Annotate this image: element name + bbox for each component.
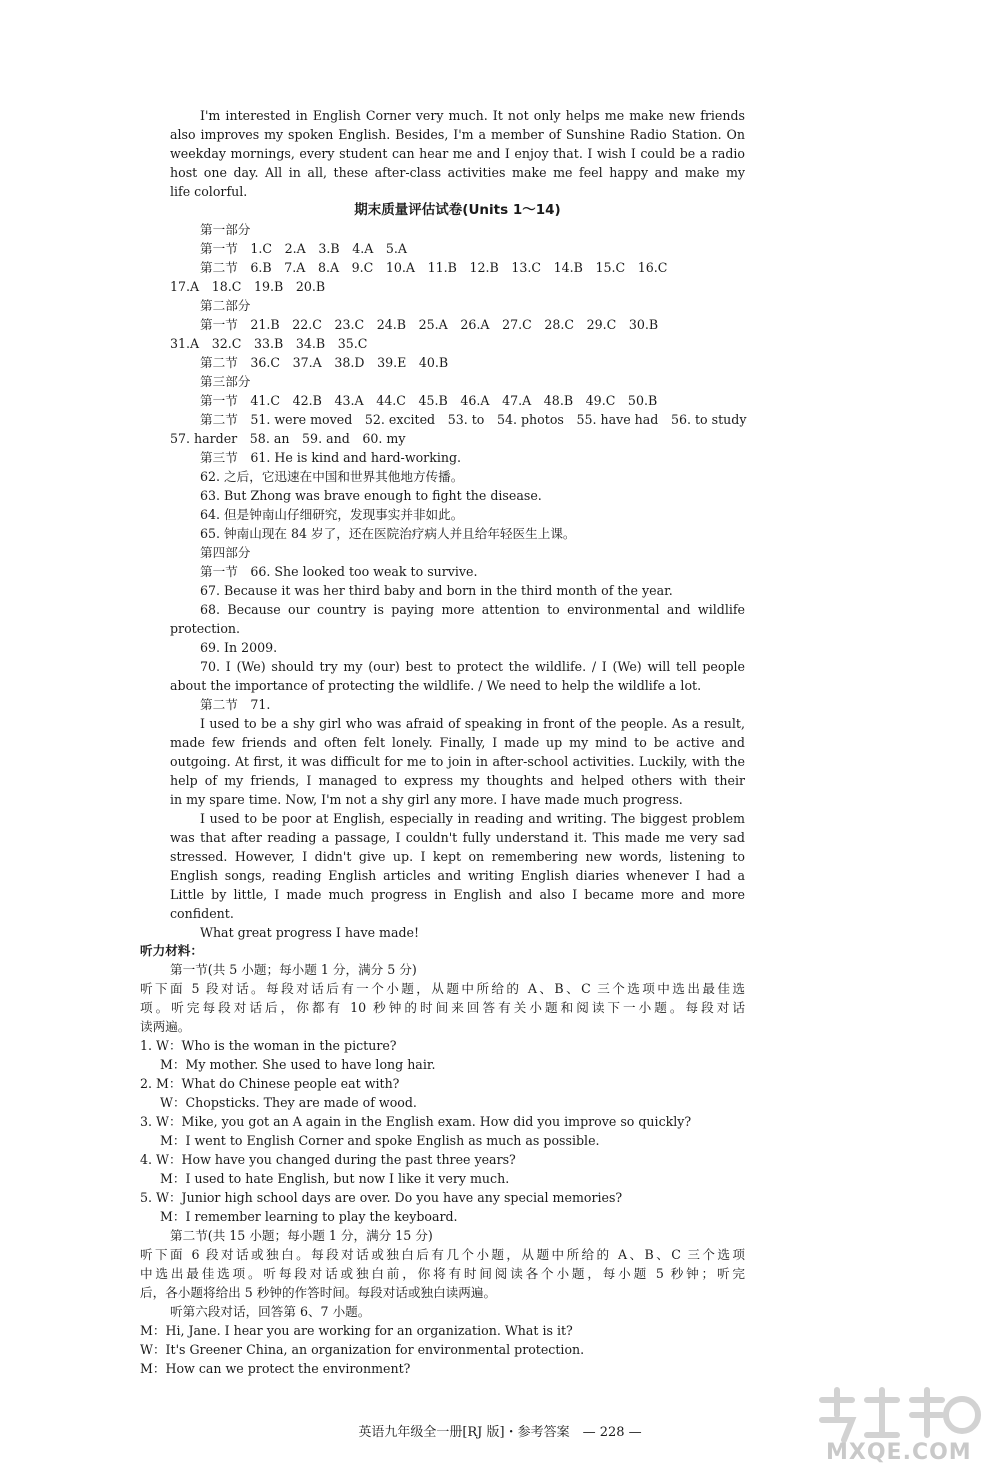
- conversation-line: M：Hi, Jane. I hear you are working for an organization. What is it?: [140, 1323, 573, 1338]
- essay-line: help of my friends, I managed to express my thoughts and helped others with their: [170, 773, 745, 788]
- watermark-text: MXQE.COM: [826, 1440, 972, 1465]
- intro-line: weekday mornings, every student can hear me and I enjoy that. I wish I could be a radio: [170, 146, 745, 161]
- part1-sec2: 第二节 6.B 7.A 8.A 9.C 10.A 11.B 12.B 13.C 14.B 15.C 16.C: [200, 260, 668, 275]
- essay-line: I used to be a shy girl who was afraid of speaking in front of the people. As a result,: [200, 716, 745, 731]
- part1-sec1: 第一节 1.C 2.A 3.B 4.A 5.A: [200, 241, 408, 256]
- intro-line: I'm interested in English Corner very much. It not only helps me make new friends: [200, 108, 745, 123]
- dialog-question: 4. W：How have you changed during the past three years?: [140, 1152, 516, 1167]
- sixth-dialog-note: 听第六段对话，回答第 6、7 小题。: [170, 1304, 371, 1319]
- essay-line: outgoing. At first, it was difficult for me to join in after-school activities. Luckily, with the: [170, 754, 745, 769]
- essay-closing: What great progress I have made!: [200, 925, 420, 940]
- dialog-answer: M：I used to hate English, but now I like it very much.: [160, 1171, 510, 1186]
- dialog-answer: M：I remember learning to play the keyboard.: [160, 1209, 458, 1224]
- part1-label: 第一部分: [200, 222, 251, 237]
- listening-instruction: 后，各小题将给出 5 秒钟的作答时间。每段对话或独白读两遍。: [140, 1285, 497, 1300]
- part3-sec3: 第三节 61. He is kind and hard-working.: [200, 450, 462, 465]
- essay-line: confident.: [170, 906, 234, 921]
- listening-sec2: 第二节(共 15 小题；每小题 1 分，满分 15 分): [170, 1228, 433, 1243]
- part2-label: 第二部分: [200, 298, 251, 313]
- conversation-line: M：How can we protect the environment?: [140, 1361, 411, 1376]
- answer-68-cont: protection.: [170, 621, 241, 636]
- answer-62: 62. 之后，它迅速在中国和世界其他地方传播。: [200, 469, 464, 484]
- page-footer: 英语九年级全一册[RJ 版]・参考答案 — 228 —: [358, 1425, 642, 1440]
- listening-sec1: 第一节(共 5 小题；每小题 1 分，满分 5 分): [170, 962, 417, 977]
- part2-sec1-cont: 31.A 32.C 33.B 34.B 35.C: [170, 336, 368, 351]
- part2-sec2: 第二节 36.C 37.A 38.D 39.E 40.B: [200, 355, 449, 370]
- answer-65: 65. 钟南山现在 84 岁了，还在医院治疗病人并且给年轻医生上课。: [200, 526, 576, 541]
- answer-70: 70. I (We) should try my (our) best to protect the wildlife. / I (We) will tell people: [200, 659, 745, 674]
- listening-section: [140, 941, 745, 1378]
- conversation-line: W：It's Greener China, an organization for environmental protection.: [140, 1342, 585, 1357]
- answer-67: 67. Because it was her third baby and born in the third month of the year.: [200, 583, 673, 598]
- answer-63: 63. But Zhong was brave enough to fight the disease.: [200, 488, 542, 503]
- answer-68: 68. Because our country is paying more attention to environmental and wildlife: [200, 602, 745, 617]
- intro-line: life colorful.: [170, 184, 248, 199]
- part2-sec1: 第一节 21.B 22.C 23.C 24.B 25.A 26.A 27.C 28.C 29.C 30.B: [200, 317, 659, 332]
- dialog-question: 3. W：Mike, you got an A again in the English exam. How did you improve so quickly?: [140, 1114, 692, 1129]
- intro-line: host one day. All in all, these after-class activities make me feel happy and make my: [170, 165, 745, 180]
- essay-line: stressed. However, I didn't give up. I kept on remembering new words, listening to: [170, 849, 745, 864]
- exam-heading: 期末质量评估试卷(Units 1～14): [354, 202, 561, 218]
- listening-label: 听力材料：: [140, 943, 203, 958]
- essay-line: in my spare time. Now, I'm not a shy girl any more. I have made much progress.: [170, 792, 683, 807]
- part4-sec1: 第一节 66. She looked too weak to survive.: [200, 564, 478, 579]
- listening-instruction: 项。听完每段对话后，你都有 10 秒钟的时间来回答有关小题和阅读下一小题。每段对话: [140, 1000, 745, 1015]
- answer-64: 64. 但是钟南山仔细研究，发现事实并非如此。: [200, 507, 464, 522]
- dialog-question: 5. W：Junior high school days are over. Do you have any special memories?: [140, 1190, 623, 1205]
- part4-label: 第四部分: [200, 545, 251, 560]
- intro-line: also improves my spoken English. Besides, I'm a member of Sunshine Radio Station. On: [170, 127, 745, 142]
- listening-instruction: 听下面 6 段对话或独白。每段对话或独白后有几个小题，从题中所给的 A、B、C 三个选项: [140, 1247, 745, 1262]
- essay-line: Little by little, I made much progress in English and also I became more and more: [170, 887, 745, 902]
- dialog-answer: M：I went to English Corner and spoke English as much as possible.: [160, 1133, 600, 1148]
- part3-label: 第三部分: [200, 374, 251, 389]
- answer-69: 69. In 2009.: [200, 640, 278, 655]
- part3-sec2-cont: 57. harder 58. an 59. and 60. my: [170, 431, 406, 446]
- dialog-question: 2. M：What do Chinese people eat with?: [140, 1076, 400, 1091]
- essay-line: I used to be poor at English, especially in reading and writing. The biggest problem: [200, 811, 745, 826]
- listening-instruction: 中选出最佳选项。听每段对话或独白前，你将有时间阅读各个小题，每小题 5 秒钟；听完: [140, 1266, 745, 1281]
- part3-sec1: 第一节 41.C 42.B 43.A 44.C 45.B 46.A 47.A 48.B 49.C 50.B: [200, 393, 658, 408]
- part1-sec2-cont: 17.A 18.C 19.B 20.B: [170, 279, 326, 294]
- essay-line: made few friends and often felt lonely. Finally, I made up my mind to be active and: [170, 735, 745, 750]
- answer-70-cont: about the importance of protecting the wildlife. / We need to help the wildlife a lot.: [170, 678, 702, 693]
- essay-line: was that after reading a passage, I couldn't fully understand it. This made me very sad: [170, 830, 745, 845]
- answer-page: [170, 106, 745, 942]
- part4-sec2: 第二节 71.: [200, 697, 271, 712]
- listening-instruction: 读两遍。: [140, 1019, 191, 1034]
- dialog-answer: W：Chopsticks. They are made of wood.: [160, 1095, 417, 1110]
- dialog-question: 1. W：Who is the woman in the picture?: [140, 1038, 397, 1053]
- dialog-answer: M：My mother. She used to have long hair.: [160, 1057, 436, 1072]
- essay-line: English songs, reading English articles and writing English diaries whenever I had a: [170, 868, 745, 883]
- listening-instruction: 听下面 5 段对话。每段对话后有一个小题，从题中所给的 A、B、C 三个选项中选出最佳选: [140, 981, 745, 996]
- part3-sec2: 第二节 51. were moved 52. excited 53. to 54. photos 55. have had 56. to study: [200, 412, 747, 427]
